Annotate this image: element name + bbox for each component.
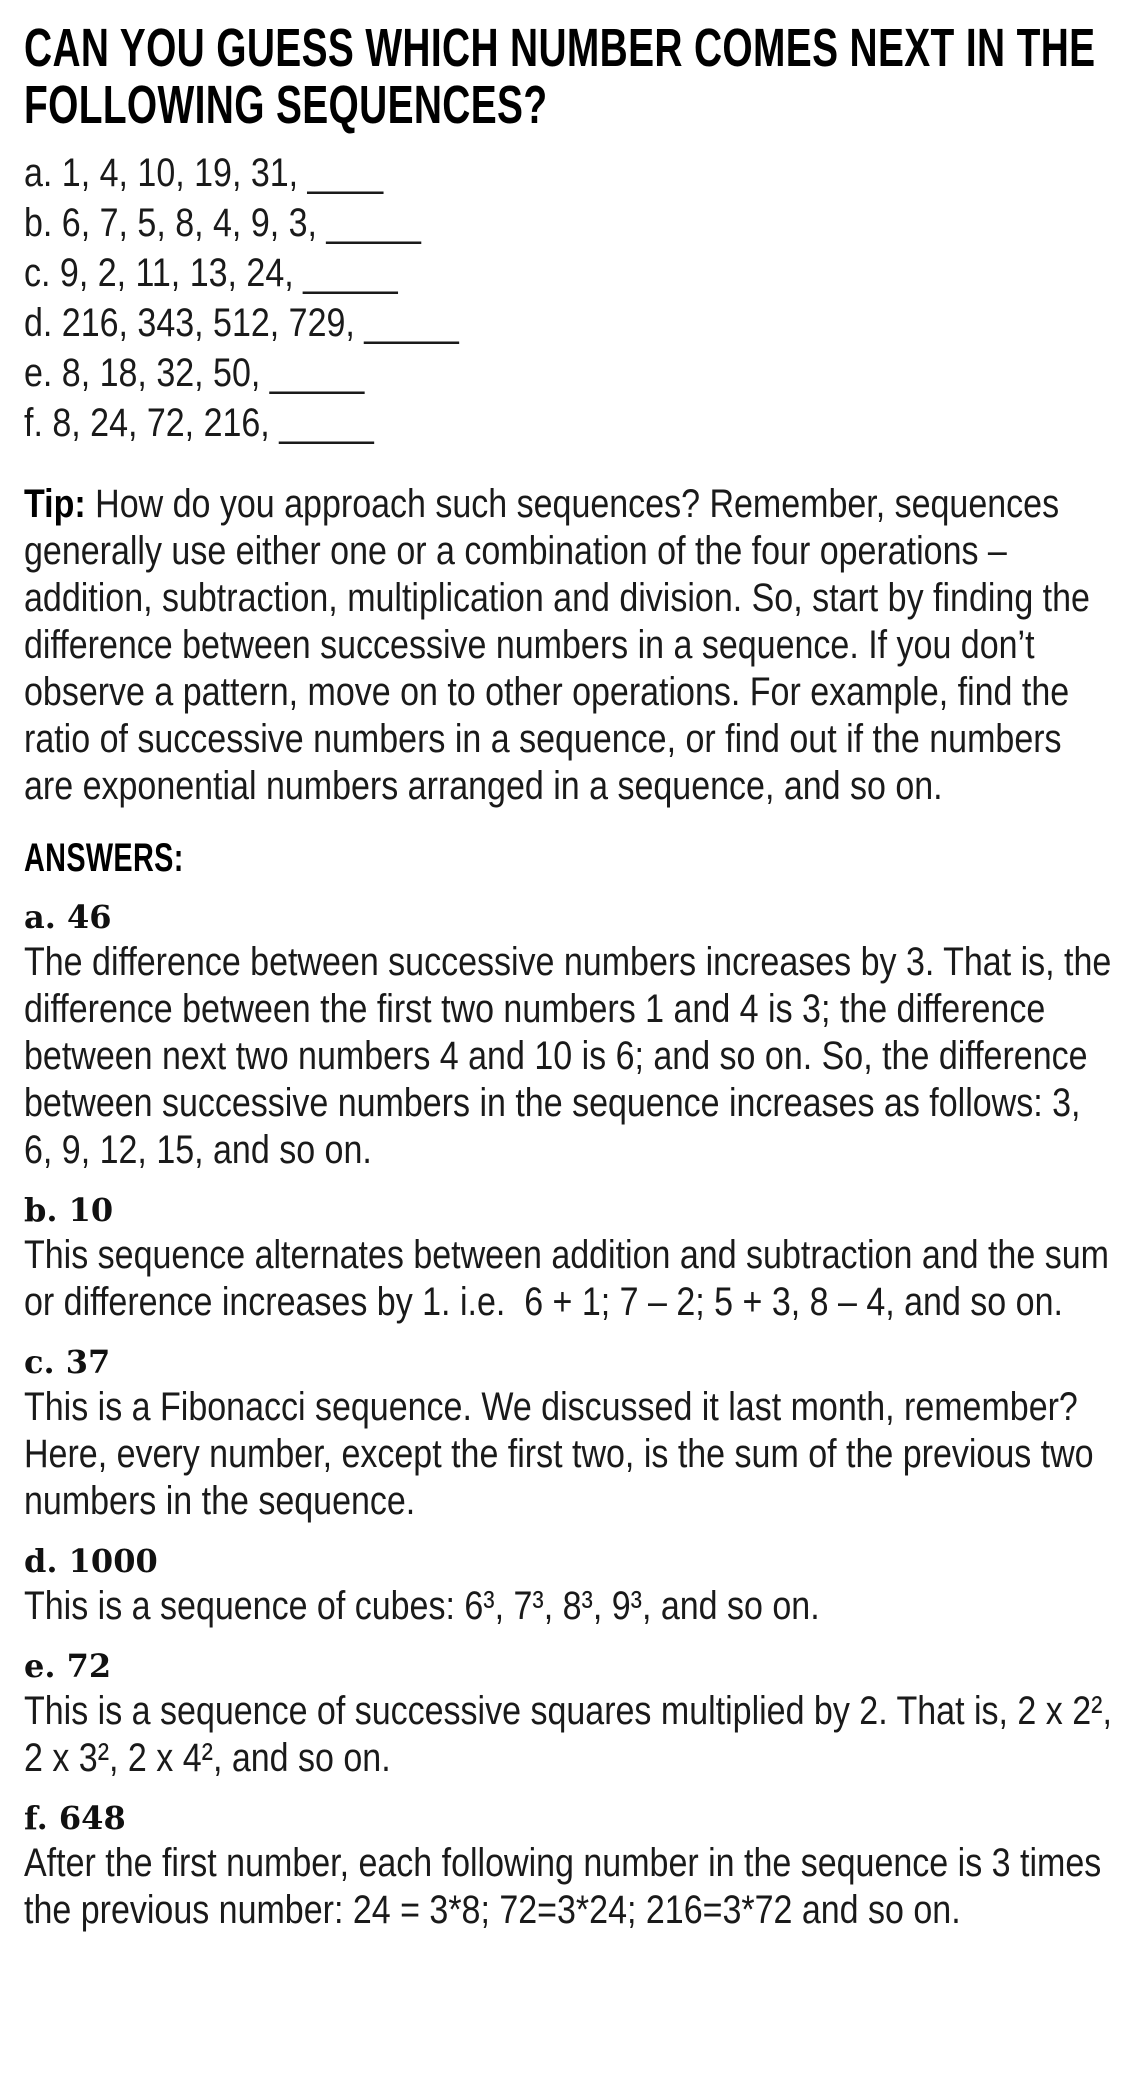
sequence-label: d.	[24, 301, 53, 345]
answer-value: 37	[65, 1343, 111, 1381]
page-title: CAN YOU GUESS WHICH NUMBER COMES NEXT IN THE FOLLOWING SEQUENCES?	[24, 18, 1096, 135]
answer-explanation-c: This is a Fibonacci sequence. We discussed it last month, remember? Here, every number, except the first two, is the sum of the previous two numbers in the sequence.	[24, 1385, 1104, 1523]
answer-value: 46	[67, 898, 112, 936]
answer-letter: f.	[24, 1799, 48, 1837]
answer-letter: d.	[24, 1542, 58, 1580]
sequence-numbers: 8, 18, 32, 50, _____	[61, 351, 365, 395]
sequence-label: e.	[24, 351, 53, 395]
answer-letter: a.	[24, 898, 56, 936]
answer-value: 648	[58, 1799, 126, 1837]
answer-label-b	[24, 1188, 1140, 1232]
puzzle-page	[24, 20, 1140, 1934]
answers-heading: ANSWERS:	[24, 836, 184, 880]
sequence-item-c	[24, 248, 1114, 298]
answer-label-c	[24, 1340, 1140, 1384]
answer-value: 1000	[68, 1542, 158, 1580]
sequence-label: b.	[24, 201, 53, 245]
answer-value: 10	[68, 1191, 114, 1229]
answer-explanation-a: The difference between successive numbers increases by 3. That is, the difference between the first two numbers 1 and 4 is 3; the difference between next two numbers 4 and 10 is 6; and so on. So, the difference between successive numbers in the sequence increases as follows: 3, 6, 9, 12, 15, and so on.	[24, 940, 1121, 1172]
sequence-numbers: 8, 24, 72, 216, _____	[52, 401, 374, 445]
answer-letter: e.	[24, 1647, 56, 1685]
sequence-list	[24, 148, 1140, 448]
sequence-item-f	[24, 398, 1114, 448]
sequence-item-d	[24, 298, 1114, 348]
answer-explanation-f: After the first number, each following number in the sequence is 3 times the previous number: 24 = 3*8; 72=3*24; 216=3*72 and so on.	[24, 1841, 1111, 1932]
answer-label-f	[24, 1796, 1140, 1840]
answers-list	[24, 895, 1140, 1934]
answer-explanation-e: This is a sequence of successive squares multiplied by 2. That is, 2 x 2², 2 x 3², 2 x 4², and so on.	[24, 1689, 1122, 1780]
tip-paragraph	[24, 481, 1114, 810]
answer-value: 72	[66, 1647, 112, 1685]
sequence-numbers: 216, 343, 512, 729, _____	[61, 301, 459, 345]
sequence-numbers: 6, 7, 5, 8, 4, 9, 3, _____	[61, 201, 421, 245]
answer-label-d	[24, 1539, 1140, 1583]
answer-explanation-d: This is a sequence of cubes: 6³, 7³, 8³, 9³, and so on.	[24, 1584, 820, 1628]
sequence-item-e	[24, 348, 1114, 398]
sequence-item-a	[24, 148, 1114, 198]
tip-label: Tip:	[24, 482, 86, 526]
answer-letter: c.	[24, 1343, 55, 1381]
sequence-numbers: 1, 4, 10, 19, 31, ____	[61, 151, 384, 195]
answer-label-a	[24, 895, 1140, 939]
sequence-item-b	[24, 198, 1114, 248]
sequence-numbers: 9, 2, 11, 13, 24, _____	[59, 251, 398, 295]
answer-explanation-b: This sequence alternates between addition and subtraction and the sum or difference increases by 1. i.e. 6 + 1; 7 – 2; 5 + 3, 8 – 4, and so on.	[24, 1233, 1119, 1324]
tip-text: How do you approach such sequences? Remember, sequences generally use either one or a combination of the four operations – addition, subtraction, multiplication and division. So, start by finding the difference between successive numbers in a sequence. If you don’t observe a pattern, move on to other operations. For example, find the ratio of successive numbers in a sequence, or find out if the numbers are exponential numbers arranged in a sequence, and so on.	[24, 482, 1100, 808]
sequence-label: f.	[24, 401, 43, 445]
answer-letter: b.	[24, 1191, 58, 1229]
sequence-label: a.	[24, 151, 53, 195]
answer-label-e	[24, 1644, 1140, 1688]
sequence-label: c.	[24, 251, 51, 295]
